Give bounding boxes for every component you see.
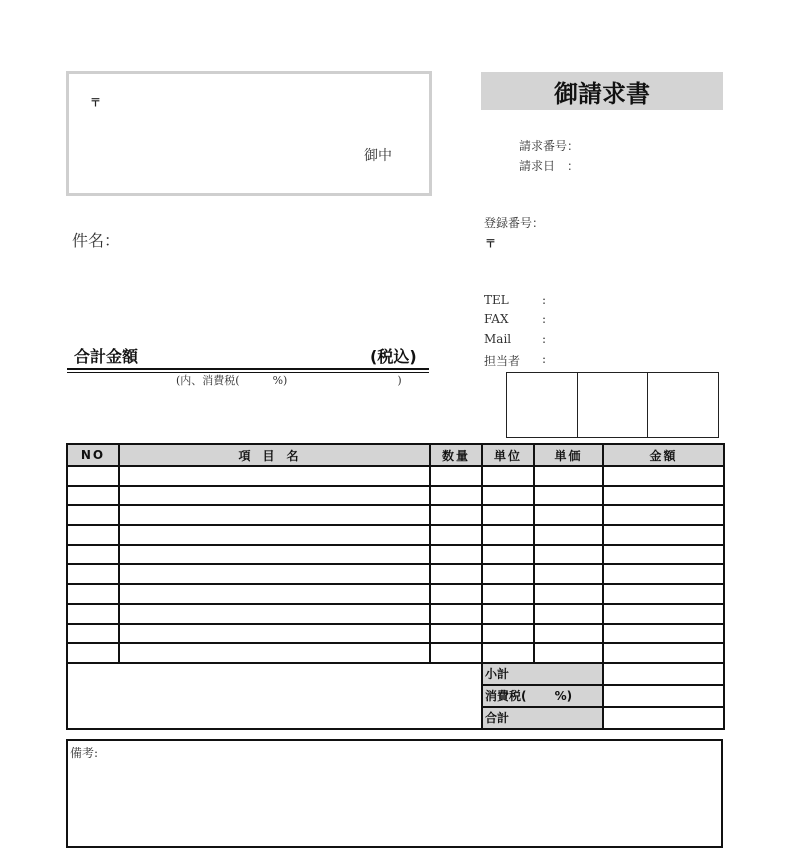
cell-unit-price[interactable] bbox=[534, 545, 603, 565]
cell-amount[interactable] bbox=[603, 466, 724, 486]
tax-breakdown: (内、消費税( %) ) bbox=[176, 374, 402, 387]
cell-no[interactable] bbox=[67, 643, 119, 663]
subject-label: 件名： bbox=[72, 231, 121, 250]
cell-unit-price[interactable] bbox=[534, 486, 603, 506]
cell-quantity[interactable] bbox=[430, 466, 482, 486]
cell-unit-price[interactable] bbox=[534, 466, 603, 486]
cell-unit-price[interactable] bbox=[534, 505, 603, 525]
fax-label: FAX bbox=[484, 312, 509, 326]
cell-unit-price[interactable] bbox=[534, 584, 603, 604]
cell-no[interactable] bbox=[67, 584, 119, 604]
cell-item-name[interactable] bbox=[119, 624, 430, 644]
table-row bbox=[67, 505, 724, 525]
table-row bbox=[67, 564, 724, 584]
cell-unit[interactable] bbox=[482, 643, 534, 663]
invoice-number-label: 請求番号： bbox=[519, 139, 580, 153]
cell-no[interactable] bbox=[67, 486, 119, 506]
stamp-box bbox=[578, 373, 649, 437]
header-no: NO bbox=[67, 444, 119, 466]
cell-quantity[interactable] bbox=[430, 643, 482, 663]
cell-amount[interactable] bbox=[603, 486, 724, 506]
items-table bbox=[66, 443, 725, 730]
tel-colon: : bbox=[542, 293, 547, 307]
header-unit: 単位 bbox=[482, 444, 534, 466]
cell-item-name[interactable] bbox=[119, 466, 430, 486]
grand-total-label: 合計 bbox=[482, 707, 603, 729]
cell-unit[interactable] bbox=[482, 624, 534, 644]
table-row bbox=[67, 466, 724, 486]
invoice-date-label: 請求日 ： bbox=[519, 159, 580, 173]
table-row bbox=[67, 545, 724, 565]
table-row bbox=[67, 643, 724, 663]
cell-item-name[interactable] bbox=[119, 486, 430, 506]
remarks-box[interactable] bbox=[66, 739, 723, 848]
total-amount-label: 合計金額 bbox=[74, 347, 139, 366]
cell-quantity[interactable] bbox=[430, 584, 482, 604]
cell-amount[interactable] bbox=[603, 643, 724, 663]
table-row bbox=[67, 604, 724, 624]
table-row bbox=[67, 584, 724, 604]
cell-quantity[interactable] bbox=[430, 564, 482, 584]
stamp-box bbox=[648, 373, 718, 437]
cell-unit[interactable] bbox=[482, 564, 534, 584]
issuer-postal-mark: 〒 bbox=[485, 237, 496, 250]
cell-unit[interactable] bbox=[482, 466, 534, 486]
tax-included-label: (税込) bbox=[370, 347, 417, 366]
cell-unit[interactable] bbox=[482, 545, 534, 565]
cell-item-name[interactable] bbox=[119, 604, 430, 624]
summary-blank bbox=[67, 663, 482, 729]
table-row bbox=[67, 624, 724, 644]
fax-colon: : bbox=[542, 312, 547, 326]
cell-amount[interactable] bbox=[603, 545, 724, 565]
cell-unit[interactable] bbox=[482, 505, 534, 525]
cell-item-name[interactable] bbox=[119, 505, 430, 525]
header-item-name: 項目名 bbox=[119, 444, 430, 466]
tax-value[interactable] bbox=[603, 685, 724, 707]
document-title: 御請求書 bbox=[481, 72, 723, 110]
cell-item-name[interactable] bbox=[119, 545, 430, 565]
cell-no[interactable] bbox=[67, 564, 119, 584]
cell-no[interactable] bbox=[67, 525, 119, 545]
cell-unit-price[interactable] bbox=[534, 643, 603, 663]
header-unit-price: 単価 bbox=[534, 444, 603, 466]
cell-no[interactable] bbox=[67, 505, 119, 525]
mail-colon: : bbox=[542, 332, 547, 346]
tax-label: 消費税( %) bbox=[482, 685, 603, 707]
remarks-label: 備考: bbox=[70, 746, 99, 760]
header-amount: 金額 bbox=[603, 444, 724, 466]
grand-total-value[interactable] bbox=[603, 707, 724, 729]
cell-quantity[interactable] bbox=[430, 545, 482, 565]
cell-amount[interactable] bbox=[603, 505, 724, 525]
cell-unit-price[interactable] bbox=[534, 624, 603, 644]
cell-unit-price[interactable] bbox=[534, 564, 603, 584]
cell-quantity[interactable] bbox=[430, 525, 482, 545]
cell-no[interactable] bbox=[67, 545, 119, 565]
cell-unit[interactable] bbox=[482, 525, 534, 545]
cell-unit-price[interactable] bbox=[534, 525, 603, 545]
cell-unit[interactable] bbox=[482, 486, 534, 506]
header-quantity: 数量 bbox=[430, 444, 482, 466]
double-rule-top bbox=[67, 368, 429, 370]
cell-unit[interactable] bbox=[482, 604, 534, 624]
cell-amount[interactable] bbox=[603, 604, 724, 624]
mail-label: Mail bbox=[484, 332, 512, 346]
stamp-box bbox=[507, 373, 578, 437]
subtotal-value[interactable] bbox=[603, 663, 724, 685]
cell-no[interactable] bbox=[67, 604, 119, 624]
person-colon: : bbox=[542, 352, 547, 366]
cell-unit-price[interactable] bbox=[534, 604, 603, 624]
subtotal-row bbox=[67, 663, 724, 685]
cell-quantity[interactable] bbox=[430, 486, 482, 506]
person-in-charge-label: 担当者 bbox=[484, 354, 521, 368]
subtotal-label: 小計 bbox=[482, 663, 603, 685]
cell-amount[interactable] bbox=[603, 584, 724, 604]
cell-amount[interactable] bbox=[603, 624, 724, 644]
cell-unit[interactable] bbox=[482, 584, 534, 604]
cell-amount[interactable] bbox=[603, 525, 724, 545]
recipient-address-box bbox=[66, 71, 432, 196]
cell-item-name[interactable] bbox=[119, 584, 430, 604]
cell-quantity[interactable] bbox=[430, 604, 482, 624]
tel-label: TEL bbox=[484, 293, 509, 307]
stamp-boxes bbox=[506, 372, 719, 438]
cell-amount[interactable] bbox=[603, 564, 724, 584]
cell-no[interactable] bbox=[67, 624, 119, 644]
cell-no[interactable] bbox=[67, 466, 119, 486]
registration-number-label: 登録番号： bbox=[484, 216, 545, 230]
table-row bbox=[67, 525, 724, 545]
table-row bbox=[67, 486, 724, 506]
recipient-honorific: 御中 bbox=[364, 148, 392, 164]
cell-item-name[interactable] bbox=[119, 643, 430, 663]
cell-item-name[interactable] bbox=[119, 525, 430, 545]
postal-mark: 〒 bbox=[90, 96, 101, 109]
cell-quantity[interactable] bbox=[430, 624, 482, 644]
table-header-row bbox=[67, 444, 724, 466]
cell-item-name[interactable] bbox=[119, 564, 430, 584]
cell-quantity[interactable] bbox=[430, 505, 482, 525]
